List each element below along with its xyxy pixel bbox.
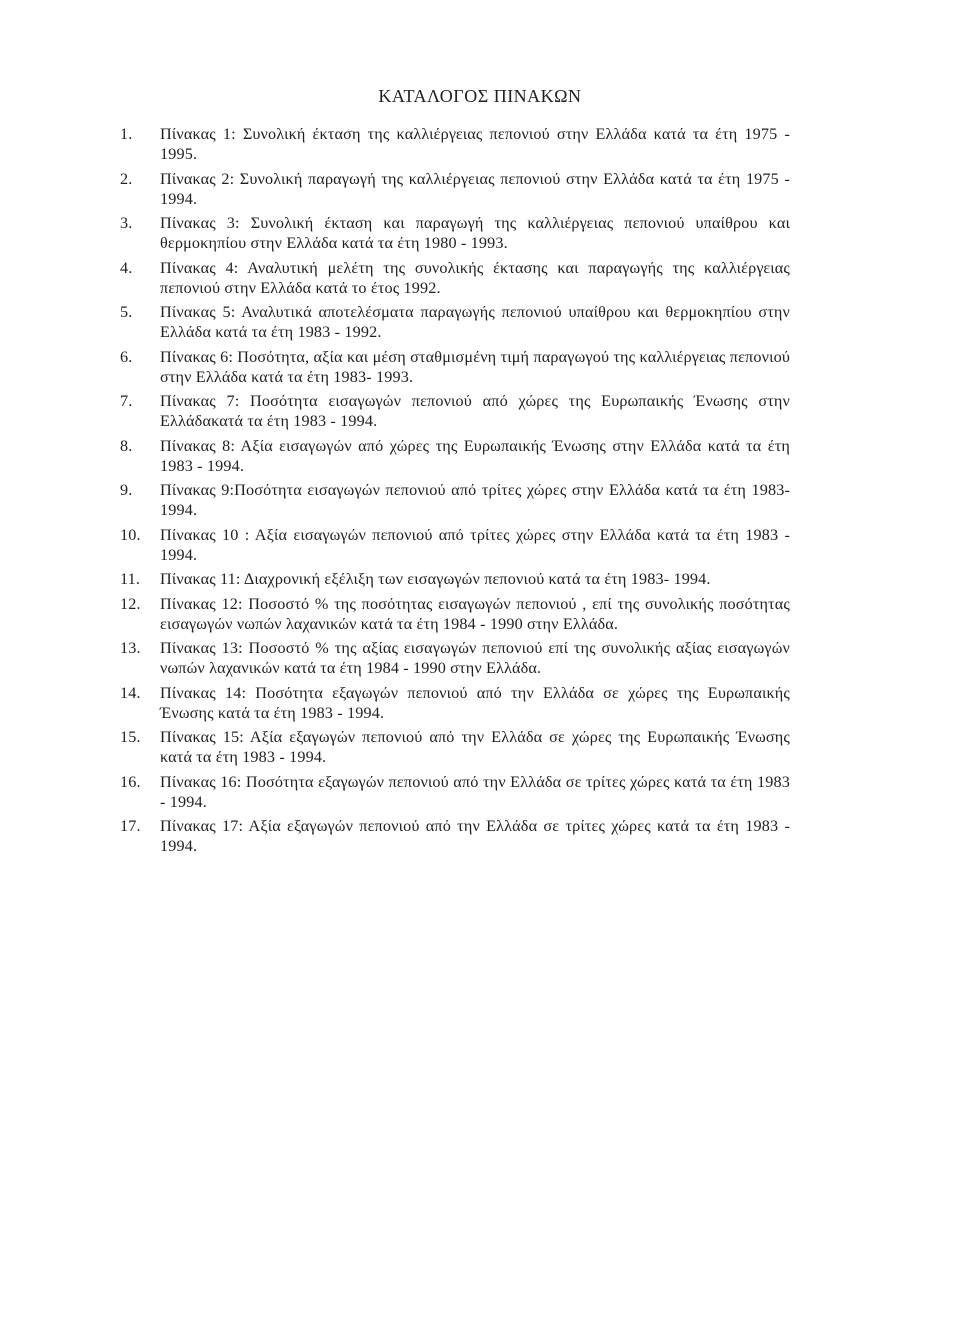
item-text: Πίνακας 14: Ποσότητα εξαγωγών πεπονιού από την Ελλάδα σε χώρες της Ευρωπαικής Ένωσης κατά τα έτη 1983 - 1994. [160, 683, 790, 722]
item-number: 3. [120, 214, 133, 232]
item-number: 12. [120, 594, 141, 613]
list-item [120, 594, 790, 634]
item-number: 2. [120, 169, 133, 188]
item-text: Πίνακας 15: Αξία εξαγωγών πεπονιού από την Ελλάδα σε χώρες της Ευρωπαικής Ένωσης κατά τα έτη 1983 - 1994. [160, 728, 790, 766]
item-text: Πίνακας 11: Διαχρονική εξέλιξη των εισαγωγών πεπονιού κατά τα έτη 1983- 1994. [160, 570, 711, 588]
list-item [120, 258, 790, 298]
list-item [120, 638, 790, 678]
list-item [120, 772, 790, 812]
item-number: 7. [120, 392, 133, 410]
list-item [120, 347, 790, 387]
list-item [120, 391, 790, 431]
item-text: Πίνακας 13: Ποσοστό % της αξίας εισαγωγών πεπονιού επί της συνολικής αξίας εισαγωγών νωπών λαχανικών κατά τα έτη 1984 - 1990 στην Ελλάδα. [160, 639, 790, 677]
item-number: 13. [120, 639, 141, 657]
item-number: 9. [120, 481, 133, 499]
list-item [120, 525, 790, 565]
item-number: 10. [120, 525, 141, 544]
list-item [120, 569, 790, 589]
item-text: Πίνακας 3: Συνολική έκταση και παραγωγή της καλλιέργειας πεπονιού υπαίθρου και θερμοκηπίου στην Ελλάδα κατά τα έτη 1980 - 1993. [160, 214, 790, 252]
item-text: Πίνακας 7: Ποσότητα εισαγωγών πεπονιού από χώρες της Ευρωπαικής Ένωσης στην Ελλάδακατά τα έτη 1983 - 1994. [160, 392, 790, 430]
item-number: 5. [120, 303, 133, 321]
item-text: Πίνακας 2: Συνολική παραγωγή της καλλιέργειας πεπονιού στην Ελλάδα κατά τα έτη 1975 - 1994. [160, 169, 790, 208]
list-item [120, 816, 790, 856]
list-item [120, 727, 790, 767]
list-item [120, 124, 790, 164]
item-text: Πίνακας 8: Αξία εισαγωγών από χώρες της Ευρωπαικής Ένωσης στην Ελλάδα κατά τα έτη 1983 - 1994. [160, 436, 790, 475]
item-text: Πίνακας 5: Αναλυτικά αποτελέσματα παραγωγής πεπονιού υπαίθρου και θερμοκηπίου στην Ελλάδα κατά τα έτη 1983 - 1992. [160, 303, 790, 341]
item-text: Πίνακας 1: Συνολική έκταση της καλλιέργειας πεπονιού στην Ελλάδα κατά τα έτη 1975 - 1995. [160, 125, 790, 163]
page-title: ΚΑΤΑΛΟΓΟΣ ΠΙΝΑΚΩΝ [378, 86, 582, 106]
item-number: 17. [120, 817, 141, 835]
item-number: 8. [120, 436, 133, 455]
list-item [120, 683, 790, 723]
list-item [120, 302, 790, 342]
item-text: Πίνακας 10 : Αξία εισαγωγών πεπονιού από τρίτες χώρες στην Ελλάδα κατά τα έτη 1983 - 1994. [160, 525, 790, 564]
list-item [120, 169, 790, 209]
item-number: 15. [120, 728, 141, 746]
item-number: 6. [120, 347, 133, 366]
item-text: Πίνακας 16: Ποσότητα εξαγωγών πεπονιού από την Ελλάδα σε τρίτες χώρες κατά τα έτη 1983 - 1994. [160, 772, 790, 811]
item-text: Πίνακας 4: Αναλυτική μελέτη της συνολικής έκτασης και παραγωγής της καλλιέργειας πεπονιού στην Ελλάδα κατά το έτος 1992. [160, 258, 790, 297]
item-text: Πίνακας 12: Ποσοστό % της ποσότητας εισαγωγών πεπονιού , επί της συνολικής ποσότητας εισαγωγών νωπών λαχανικών κατά τα έτη 1984 - 1990 στην Ελλάδα. [160, 594, 790, 633]
list-item [120, 436, 790, 476]
item-number: 1. [120, 125, 133, 143]
item-number: 16. [120, 772, 141, 791]
item-text: Πίνακας 6: Ποσότητα, αξία και μέση σταθμισμένη τιμή παραγωγού της καλλιέργειας πεπονιού στην Ελλάδα κατά τα έτη 1983- 1993. [160, 347, 790, 386]
list-item [120, 480, 790, 520]
item-text: Πίνακας 9:Ποσότητα εισαγωγών πεπονιού από τρίτες χώρες στην Ελλάδα κατά τα έτη 1983- 1994. [160, 481, 790, 519]
item-number: 11. [120, 570, 141, 588]
list-item [120, 213, 790, 253]
item-text: Πίνακας 17: Αξία εξαγωγών πεπονιού από την Ελλάδα σε τρίτες χώρες κατά τα έτη 1983 - 1994. [160, 817, 790, 855]
item-number: 14. [120, 683, 141, 702]
table-list [120, 124, 790, 861]
item-number: 4. [120, 258, 133, 277]
